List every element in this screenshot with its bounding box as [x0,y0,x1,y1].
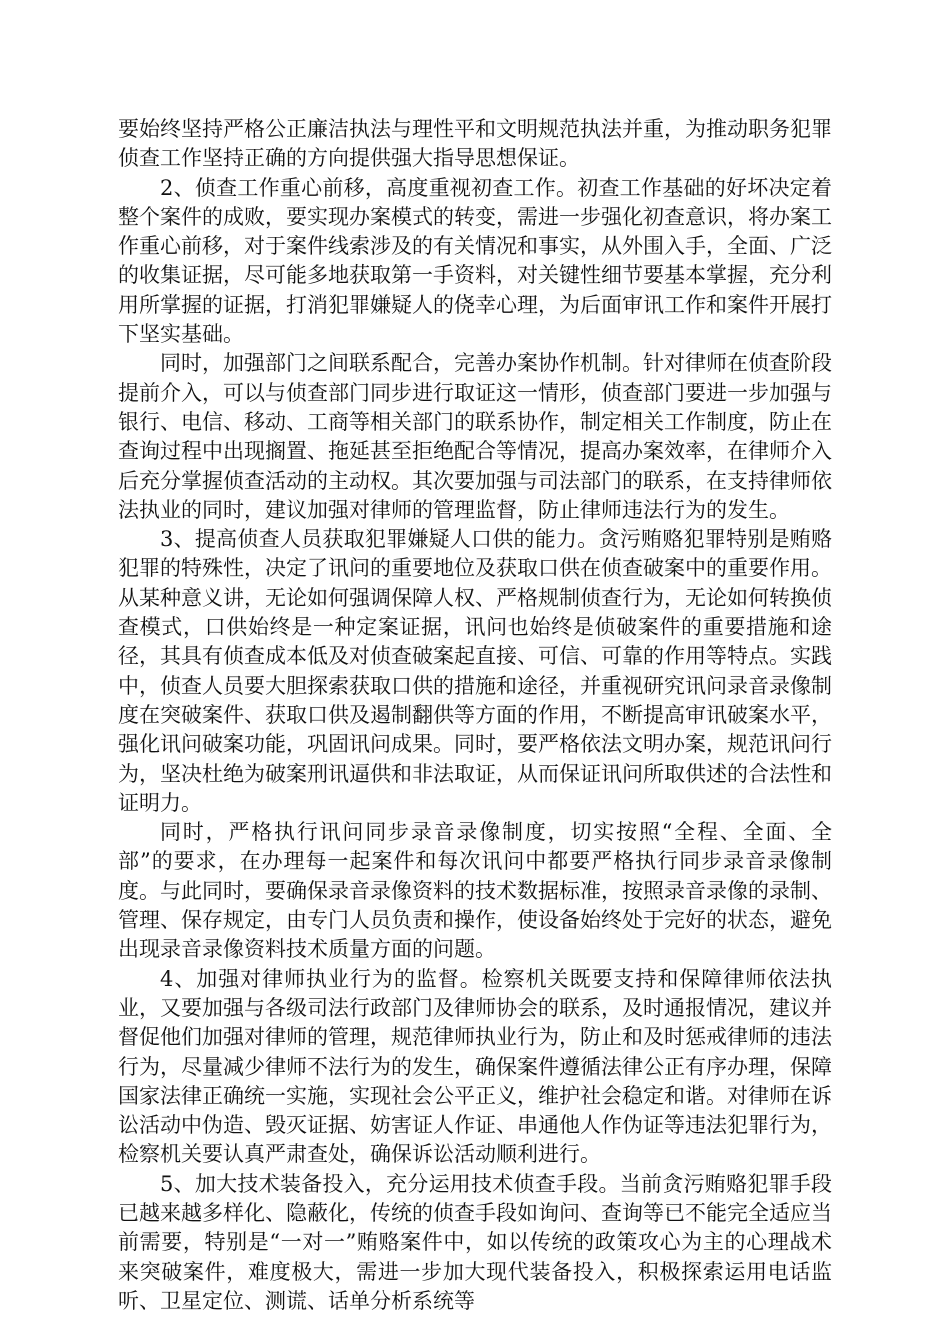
paragraph-2: 2、侦查工作重心前移，高度重视初查工作。初查工作基础的好坏决定着整个案件的成败，要实现办案模式的转变，需进一步强化初查意识，将办案工作重心前移，对于案件线索涉及的有关情况和事实，从外围入手，全面、广泛的收集证据，尽可能多地获取第一手资料，对关键性细节要基本掌握，充分利用所掌握的证据，打消犯罪嫌疑人的侥幸心理，为后面审讯工作和案件开展打下坚实基础。 [118,175,832,347]
paragraph-5: 同时，严格执行讯问同步录音录像制度，切实按照“全程、全面、全部”的要求，在办理每一起案件和每次讯问中都要严格执行同步录音录像制度。与此同时，要确保录音录像资料的技术数据标准，按照录音录像的录制、管理、保存规定，由专门人员负责和操作，使设备始终处于完好的状态，避免出现录音录像资料技术质量方面的问题。 [118,820,832,962]
document-body [118,115,832,1316]
paragraph-6: 4、加强对律师执业行为的监督。检察机关既要支持和保障律师依法执业，又要加强与各级司法行政部门及律师协会的联系，及时通报情况，建议并督促他们加强对律师的管理，规范律师执业行为，防止和及时惩戒律师的违法行为，尽量减少律师不法行为的发生，确保案件遵循法律公正有序办理，保障国家法律正确统一实施，实现社会公平正义，维护社会稳定和谐。对律师在诉讼活动中伪造、毁灭证据、妨害证人作证、串通他人作伪证等违法犯罪行为，检察机关要认真严肃查处，确保诉讼活动顺利进行。 [118,966,832,1167]
paragraph-1: 要始终坚持严格公正廉洁执法与理性平和文明规范执法并重，为推动职务犯罪侦查工作坚持正确的方向提供强大指导思想保证。 [118,117,832,171]
paragraph-4: 3、提高侦查人员获取犯罪嫌疑人口供的能力。贪污贿赂犯罪特别是贿赂犯罪的特殊性，决定了讯问的重要地位及获取口供在侦查破案中的重要作用。从某种意义讲，无论如何强调保障人权、严格规制侦查行为，无论如何转换侦查模式，口供始终是一种定案证据，讯问也始终是侦破案件的重要措施和途径，其具有侦查成本低及对侦查破案起直接、可信、可靠的作用等特点。实践中，侦查人员要大胆探索获取口供的措施和途径，并重视研究讯问录音录像制度在突破案件、获取口供及遏制翻供等方面的作用，不断提高审讯破案水平，强化讯问破案功能，巩固讯问成果。同时，要严格依法文明办案，规范讯问行为，坚决杜绝为破案刑讯逼供和非法取证，从而保证讯问所取供述的合法性和证明力。 [118,527,832,815]
paragraph-7: 5、加大技术装备投入，充分运用技术侦查手段。当前贪污贿赂犯罪手段已越来越多样化、隐蔽化，传统的侦查手段如询问、查询等已不能完全适应当前需要，特别是“一对一”贿赂案件中，如以传统的政策攻心为主的心理战术来突破案件，难度极大，需进一步加大现代装备投入，积极探索运用电话监听、卫星定位、测谎、话单分析系统等 [118,1171,832,1313]
paragraph-3: 同时，加强部门之间联系配合，完善办案协作机制。针对律师在侦查阶段提前介入，可以与侦查部门同步进行取证这一情形，侦查部门要进一步加强与银行、电信、移动、工商等相关部门的联系协作，制定相关工作制度，防止在查询过程中出现搁置、拖延甚至拒绝配合等情况，提高办案效率，在律师介入后充分掌握侦查活动的主动权。其次要加强与司法部门的联系，在支持律师依法执业的同时，建议加强对律师的管理监督，防止律师违法行为的发生。 [118,351,832,522]
